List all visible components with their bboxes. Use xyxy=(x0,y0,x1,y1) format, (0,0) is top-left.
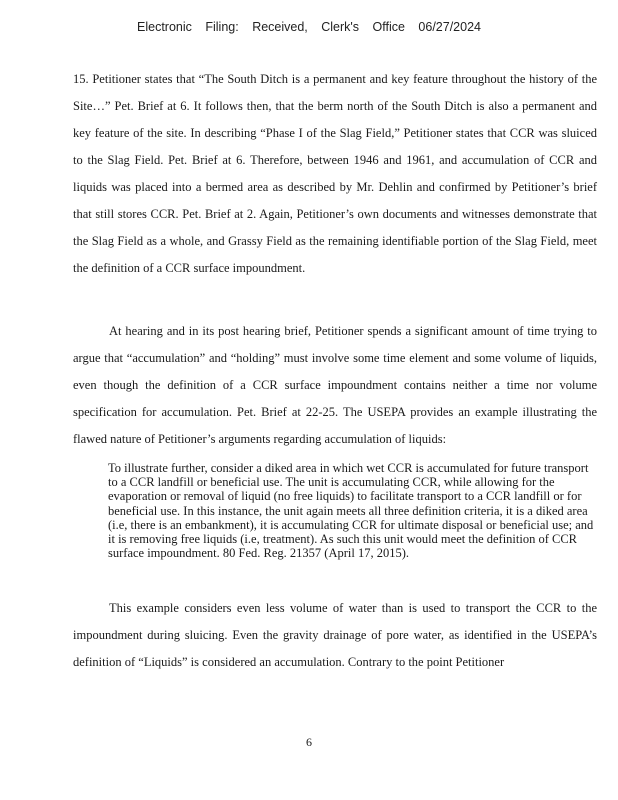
filing-stamp: Electronic Filing: Received, Clerk's Office 06/27/2024 xyxy=(137,20,481,34)
page-number: 6 xyxy=(306,735,312,749)
block-quote-text: To illustrate further, consider a diked area in which wet CCR is accumulated for future transport to a CCR landfill or beneficial use. The unit is accumulating CCR, while allowing for the evaporation or removal of liquid (no free liquids) to facilitate transport to a CCR landfill or for beneficial use. In this instance, the unit again meets all three definition criteria, it is a diked area (i.e, there is an embankment), it is accumulating CCR for ultimate disposal or beneficial use; and it is removing free liquids (i.e, treatment). As such this unit would meet the definition of CCR surface impoundment. 80 Fed. Reg. 21357 (April 17, 2015). xyxy=(108,461,594,561)
block-quote xyxy=(108,461,594,560)
paragraph-1-text: 15. Petitioner states that “The South Ditch is a permanent and key feature throughout the history of the Site…” Pet. Brief at 6. It follows then, that the berm north of the South Ditch is also a permanent and key feature of the site. In describing “Phase I of the Slag Field,” Petitioner states that CCR was sluiced to the Slag Field. Pet. Brief at 6. Therefore, between 1946 and 1961, and accumulation of CCR and liquids was placed into a bermed area as described by Mr. Dehlin and confirmed by Petitioner’s brief that still stores CCR. Pet. Brief at 2. Again, Petitioner’s own documents and witnesses demonstrate that the Slag Field as a whole, and Grassy Field as the remaining identifiable portion of the Slag Field, meet the definition of a CCR surface impoundment. xyxy=(73,72,597,275)
paragraph-2-text: At hearing and in its post hearing brief, Petitioner spends a significant amount of time trying to argue that “accumulation” and “holding” must involve some time element and some volume of liquids, even though the definition of a CCR surface impoundment contains neither a time nor volume specification for accumulation. Pet. Brief at 22-25. The USEPA provides an example illustrating the flawed nature of Petitioner’s arguments regarding accumulation of liquids: xyxy=(73,324,597,446)
paragraph-1 xyxy=(73,66,597,282)
paragraph-2 xyxy=(73,318,597,453)
paragraph-3 xyxy=(73,595,597,676)
paragraph-3-text: This example considers even less volume of water than is used to transport the CCR to the impoundment during sluicing. Even the gravity drainage of pore water, as identified in the USEPA’s definition of “Liquids” is considered an accumulation. Contrary to the point Petitioner xyxy=(73,601,597,669)
